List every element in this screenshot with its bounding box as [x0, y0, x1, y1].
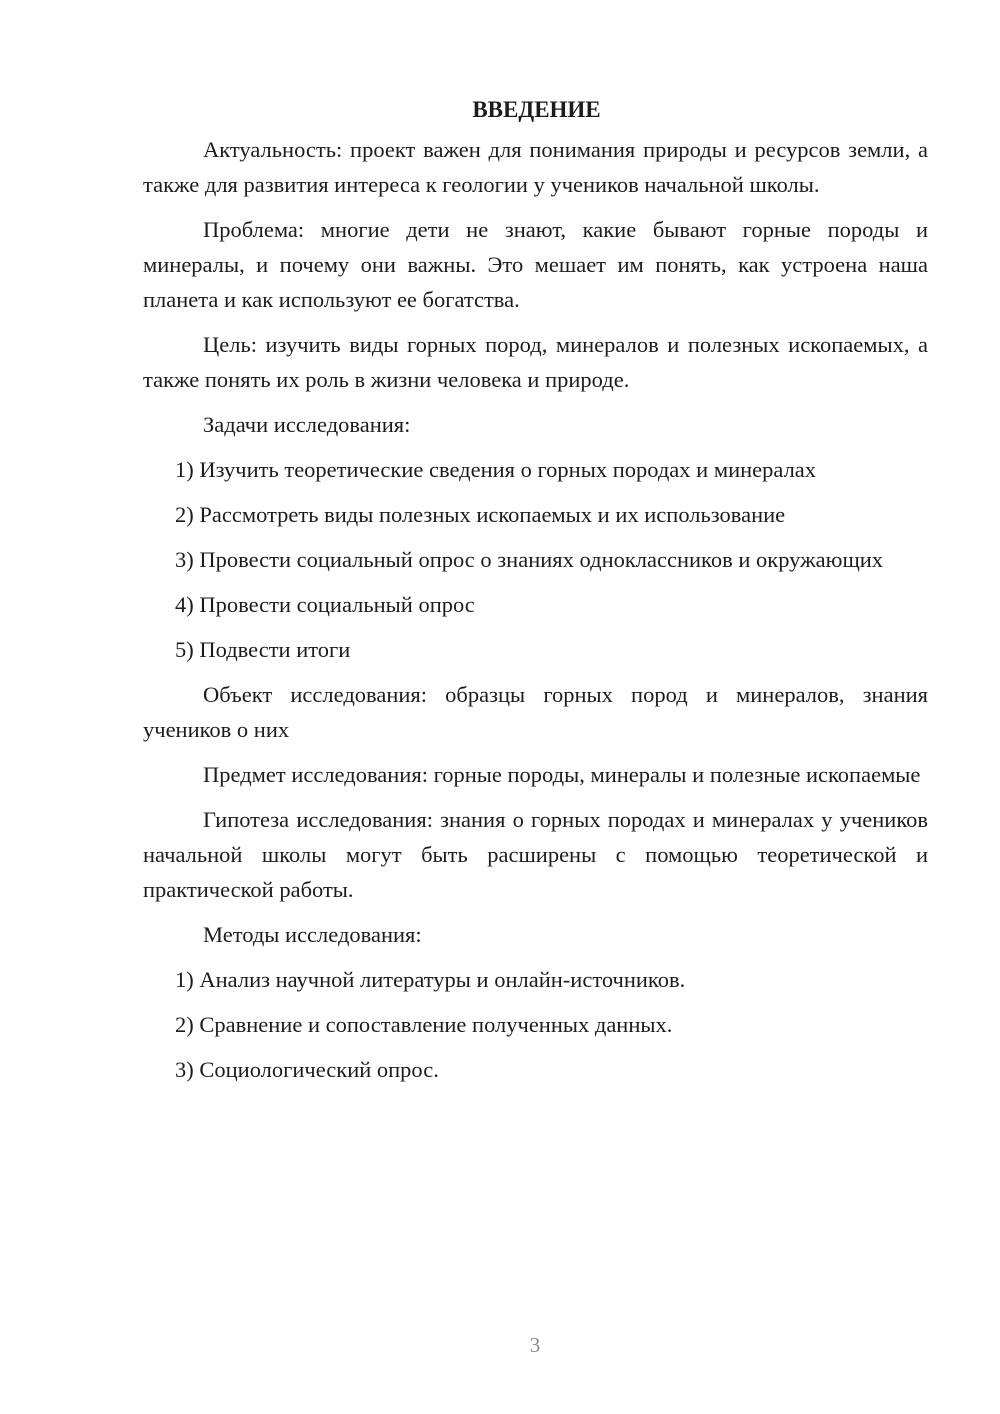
paragraph-object: Объект исследования: образцы горных пород и минералов, знания учеников о них [143, 682, 928, 742]
list-item-task-1: 1) Изучить теоретические сведения о горных породах и минералах [175, 457, 817, 482]
list-item-task-2: 2) Рассмотреть виды полезных ископаемых и их использование [175, 502, 786, 527]
paragraph-problem: Проблема: многие дети не знают, какие бывают горные породы и минералы, и почему они важны. Это мешает им понять, как устроена наша планета и как используют ее богатства. [143, 217, 928, 312]
paragraph-goal: Цель: изучить виды горных пород, минералов и полезных ископаемых, а также понять их роль в жизни человека и природе. [143, 332, 928, 392]
paragraph-tasks-heading: Задачи исследования: [203, 412, 411, 437]
list-item-task-4: 4) Провести социальный опрос [175, 592, 475, 617]
list-item-method-3: 3) Социологический опрос. [175, 1057, 439, 1082]
paragraph-relevance: Актуальность: проект важен для понимания природы и ресурсов земли, а также для развития интереса к геологии у учеников начальной школы. [143, 137, 928, 197]
document-page [143, 92, 928, 1097]
list-item-method-2: 2) Сравнение и сопоставление полученных данных. [175, 1012, 673, 1037]
paragraph-subject: Предмет исследования: горные породы, минералы и полезные ископаемые [203, 762, 921, 787]
list-item-task-5: 5) Подвести итоги [175, 637, 351, 662]
paragraph-methods-heading: Методы исследования: [203, 922, 422, 947]
paragraph-hypothesis: Гипотеза исследования: знания о горных породах и минералах у учеников начальной школы могут быть расширены с помощью теоретической и практической работы. [143, 807, 928, 902]
page-number: 3 [529, 1333, 541, 1357]
list-item-method-1: 1) Анализ научной литературы и онлайн-источников. [175, 967, 686, 992]
list-item-task-3: 3) Провести социальный опрос о знаниях одноклассников и окружающих [175, 547, 884, 572]
page-title: ВВЕДЕНИЕ [472, 97, 601, 122]
